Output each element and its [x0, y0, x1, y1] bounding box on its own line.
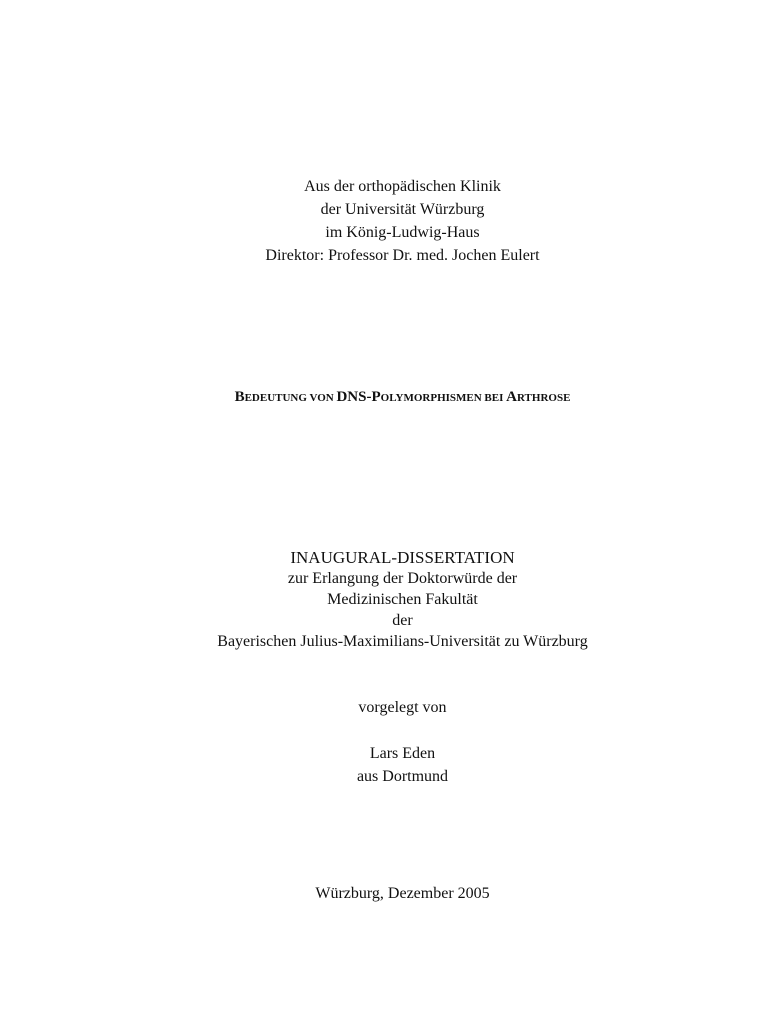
title-text: [0, 386, 770, 410]
author-name: Lars Eden: [369, 745, 436, 762]
faculty-connector: der: [392, 612, 413, 629]
director-name: Direktor: Professor Dr. med. Jochen Eulert: [265, 247, 540, 264]
place-date: [0, 882, 770, 905]
university-name: der Universität Würzburg: [320, 201, 485, 218]
author-origin: aus Dortmund: [356, 768, 449, 785]
place-date-text: Würzburg, Dezember 2005: [315, 885, 490, 902]
title-part-2-cap: DNS-P: [336, 389, 381, 405]
dissertation-purpose: zur Erlangung der Doktorwürde der: [287, 570, 518, 587]
author-block: [0, 742, 770, 788]
presented-by: [0, 696, 770, 719]
title-part-1-small: EDEUTUNG VON: [244, 392, 337, 404]
dissertation-heading: INAUGURAL-DISSERTATION: [290, 548, 515, 567]
title-part-3-small: RTHROSE: [517, 392, 571, 404]
dissertation-block: [0, 547, 770, 652]
institution-block: [0, 175, 770, 267]
full-university-name: Bayerischen Julius-Maximilians-Universität zu Würzburg: [217, 633, 588, 650]
title-part-1-cap: B: [234, 389, 245, 405]
clinic-name: Aus der orthopädischen Klinik: [304, 178, 501, 195]
faculty-name: Medizinischen Fakultät: [327, 591, 478, 608]
title-part-3-cap: A: [506, 389, 517, 405]
presented-by-text: vorgelegt von: [358, 699, 447, 716]
title-part-2-small: OLYMORPHISMEN BEI: [380, 392, 507, 404]
dissertation-title: [0, 386, 770, 410]
building-name: im König-Ludwig-Haus: [325, 224, 480, 241]
